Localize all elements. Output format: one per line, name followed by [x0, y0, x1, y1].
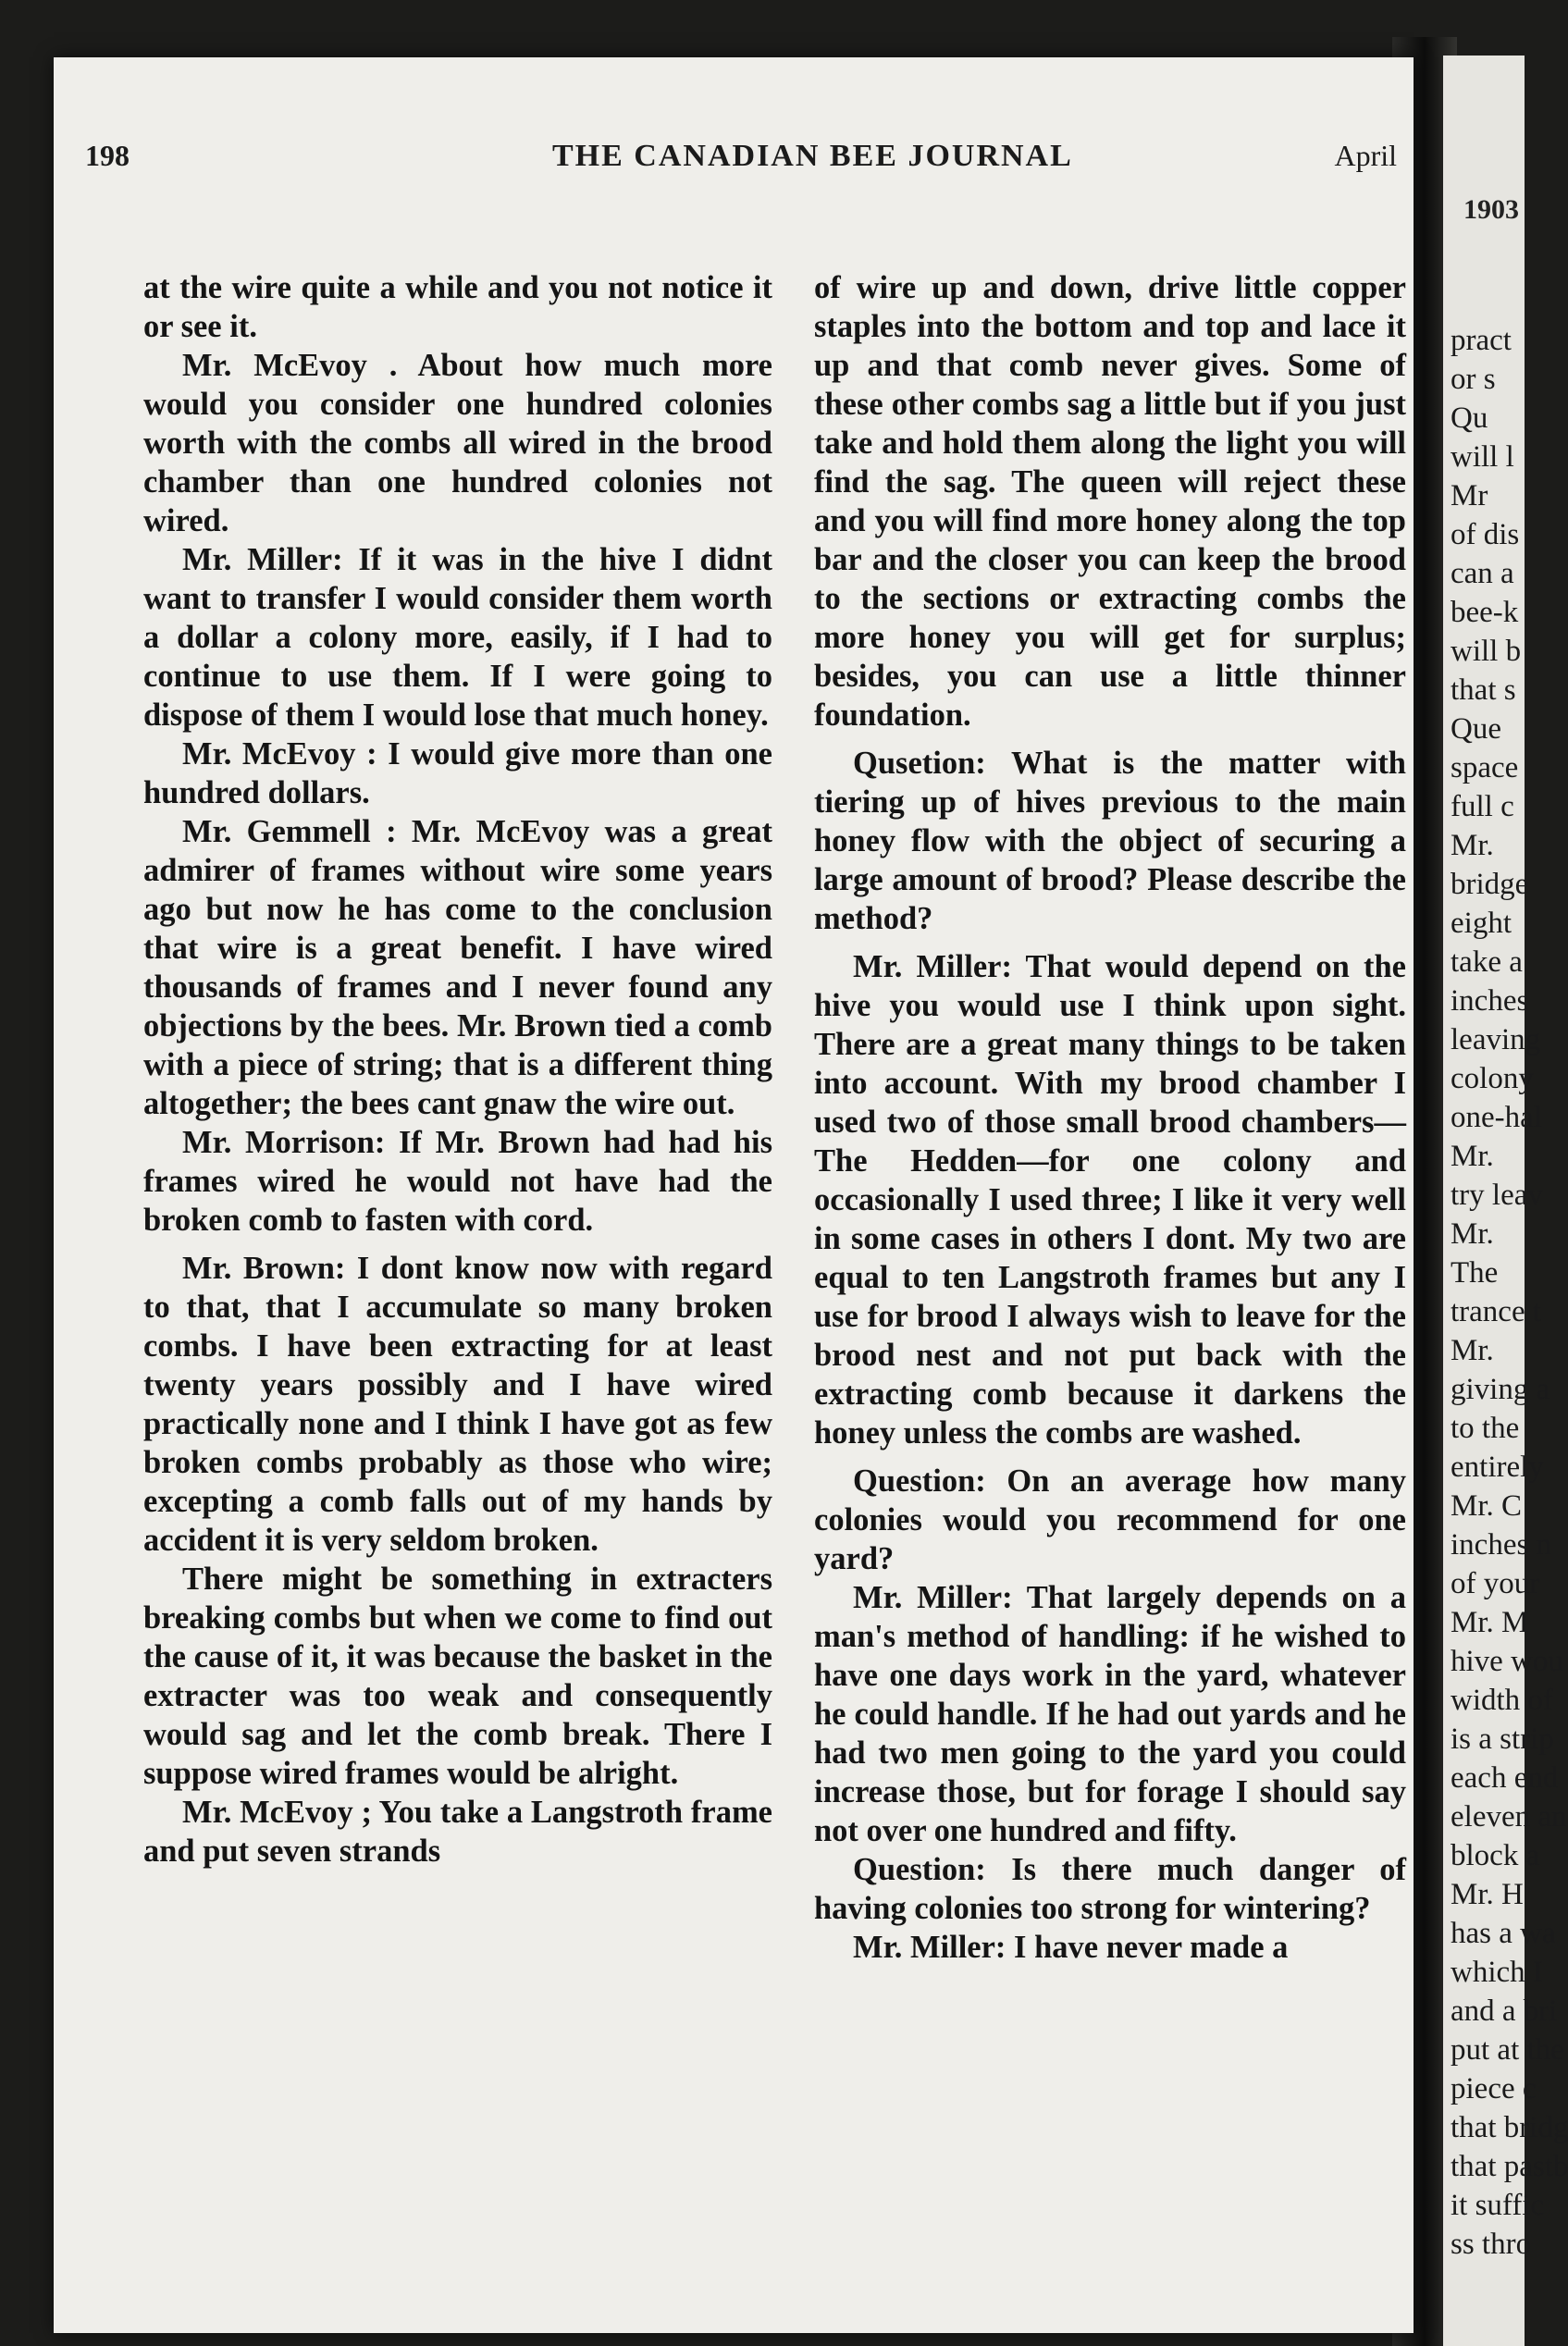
adjacent-page-fragment: space [1451, 751, 1519, 784]
adjacent-page-fragment: The [1451, 1256, 1499, 1290]
adjacent-page-fragment: entirely [1451, 1451, 1544, 1484]
adjacent-page-fragment: take a [1451, 945, 1523, 979]
adjacent-page-fragment: eight [1451, 907, 1512, 940]
adjacent-page-fragment: piece c [1451, 2072, 1537, 2105]
paragraph: Mr. McEvoy : I would give more than one hundred dollars. [143, 736, 772, 810]
adjacent-page-fragment: which I [1451, 1956, 1543, 1989]
adjacent-page-fragment: Que [1451, 712, 1501, 746]
paragraph: at the wire quite a while and you not notice it or see it. [143, 270, 772, 344]
adjacent-page-fragment: or s [1451, 363, 1496, 396]
adjacent-page-fragment: of dis [1451, 518, 1520, 551]
right-column [814, 268, 1406, 1967]
journal-title: THE CANADIAN BEE JOURNAL [552, 139, 1073, 173]
adjacent-page-fragment: bridge [1451, 868, 1529, 901]
adjacent-page-fragment: will l [1451, 440, 1514, 474]
paragraph: Qusetion: What is the matter with tiering up of hives previous to the main honey flow with the object of securing a large amount of brood? Please describe the method? [814, 746, 1406, 936]
adjacent-page-fragment: of your [1451, 1567, 1540, 1600]
adjacent-page-fragment: one-hal [1451, 1101, 1542, 1134]
adjacent-page-fragment: trance t [1451, 1295, 1542, 1328]
adjacent-page-fragment: Mr. [1451, 1140, 1494, 1173]
adjacent-page-fragment: inches [1451, 984, 1529, 1018]
adjacent-page-fragment: giving a [1451, 1373, 1550, 1406]
paragraph: There might be something in extracters breaking combs but when we come to find out the cause of it, it was because the basket in the extracter was too weak and consequently would sag and let the comb break. There I suppose wired frames would be alright. [143, 1562, 772, 1791]
adjacent-page-edge [1443, 56, 1568, 2346]
adjacent-page-fragment: that s [1451, 673, 1516, 707]
adjacent-page-fragment: that bridg [1451, 2111, 1568, 2144]
adjacent-page-fragment: Mr. [1451, 829, 1494, 862]
paragraph: Mr. Miller: That largely depends on a man's method of handling: if he wished to have one days work in the yard, whatever he could handle. If he had out yards and he had two men going to the yard you could increase those, but for forage I should say not over one hundred and fifty. [814, 1580, 1406, 1848]
paragraph: Mr. Gemmell : Mr. McEvoy was a great admirer of frames without wire some years ago but now he has come to the conclusion that wire is a great benefit. I have wired thousands of frames and I never found any objections by the bees. Mr. Brown tied a comb with a piece of string; that is a different thing altogether; the bees cant gnaw the wire out. [143, 814, 772, 1121]
adjacent-page-fragment: put at the [1451, 2033, 1564, 2067]
adjacent-page-number: 1903 [1463, 194, 1519, 225]
adjacent-page-fragment: is a strip [1451, 1722, 1554, 1756]
adjacent-page-fragment: has a wa [1451, 1917, 1556, 1950]
paragraph: of wire up and down, drive little copper staples into the bottom and top and lace it up and that comb never gives. Some of these other combs sag a little but if you just take and hold them along the light you will find the sag. The queen will reject these and you will find more honey along the top bar and the closer you can keep the brood to the sections or extracting combs the more honey you will get for surplus; besides, you can use a little thinner foundation. [814, 270, 1406, 733]
adjacent-page-fragment: that pastb [1451, 2150, 1568, 2183]
paragraph: Mr. Miller: I have never made a [853, 1930, 1289, 1965]
adjacent-page-fragment: Mr [1451, 479, 1488, 512]
adjacent-page-fragment: hive wou [1451, 1645, 1563, 1678]
adjacent-page-fragment: each end [1451, 1761, 1559, 1795]
adjacent-page-fragment: block a [1451, 1839, 1540, 1872]
paragraph: Mr. Miller: That would depend on the hive you would use I think upon sight. There are a great many things to be taken into account. With my brood chamber I used two of those small brood chambers—The Hedden—for one colony and occasionally I used three; I like it very well in some cases in others I dont. My two are equal to ten Langstroth frames but any I use for brood I always wish to leave for the brood nest and not put back with the extracting comb because it darkens the honey unless the combs are washed. [814, 949, 1406, 1451]
issue-month: April [1334, 139, 1397, 172]
adjacent-page-fragment: Mr. [1451, 1217, 1494, 1251]
adjacent-page-fragment: to the [1451, 1412, 1520, 1445]
adjacent-page-fragment: Mr. H [1451, 1878, 1524, 1911]
adjacent-page-fragment: and a bri [1451, 1994, 1558, 2028]
paragraph: Question: On an average how many colonies would you recommend for one yard? [814, 1463, 1406, 1576]
paragraph: Mr. Miller: If it was in the hive I didnt want to transfer I would consider them worth a dollar a colony more, easily, if I had to continue to use them. If I were going to dispose of them I would lose that much honey. [143, 542, 772, 733]
adjacent-page-fragment: bee-k [1451, 596, 1519, 629]
left-column [143, 268, 772, 1871]
paragraph: Mr. McEvoy ; You take a Langstroth frame and put seven strands [143, 1795, 772, 1869]
adjacent-page-fragment: pract [1451, 324, 1512, 357]
adjacent-page-fragment: ss thro [1451, 2228, 1532, 2261]
adjacent-page-fragment: full c [1451, 790, 1514, 823]
adjacent-page-fragment: Mr. C [1451, 1489, 1523, 1523]
adjacent-page-fragment: can a [1451, 557, 1514, 590]
adjacent-page-fragment: leaving [1451, 1023, 1541, 1056]
adjacent-page-fragment: eleven an [1451, 1800, 1567, 1834]
paragraph: Question: Is there much danger of having colonies too strong for wintering? [814, 1852, 1406, 1926]
running-header [85, 139, 1414, 185]
adjacent-page-fragment: inches n [1451, 1528, 1552, 1562]
page-number: 198 [85, 139, 130, 172]
paragraph: Mr. Brown: I dont know now with regard to that, that I accumulate so many broken combs. I have been extracting for at least twenty years possibly and I have wired practically none and I think I have got as few broken combs probably as those who wire; excepting a comb falls out of my hands by accident it is very seldom broken. [143, 1251, 772, 1558]
adjacent-page-fragment: will b [1451, 635, 1522, 668]
adjacent-page-fragment: it suffic [1451, 2189, 1545, 2222]
adjacent-page-fragment: colony [1451, 1062, 1534, 1095]
paragraph: Mr. McEvoy . About how much more would you consider one hundred colonies worth with the combs all wired in the brood chamber than one hundred colonies not wired. [143, 348, 772, 538]
adjacent-page-fragment: Mr. M [1451, 1606, 1529, 1639]
adjacent-page-fragment: Qu [1451, 401, 1488, 435]
adjacent-page-fragment: width of [1451, 1684, 1553, 1717]
adjacent-page-fragment: Mr. [1451, 1334, 1494, 1367]
adjacent-page-fragment: try leav [1451, 1179, 1543, 1212]
paragraph: Mr. Morrison: If Mr. Brown had had his frames wired he would not have had the broken comb to fasten with cord. [143, 1125, 772, 1238]
